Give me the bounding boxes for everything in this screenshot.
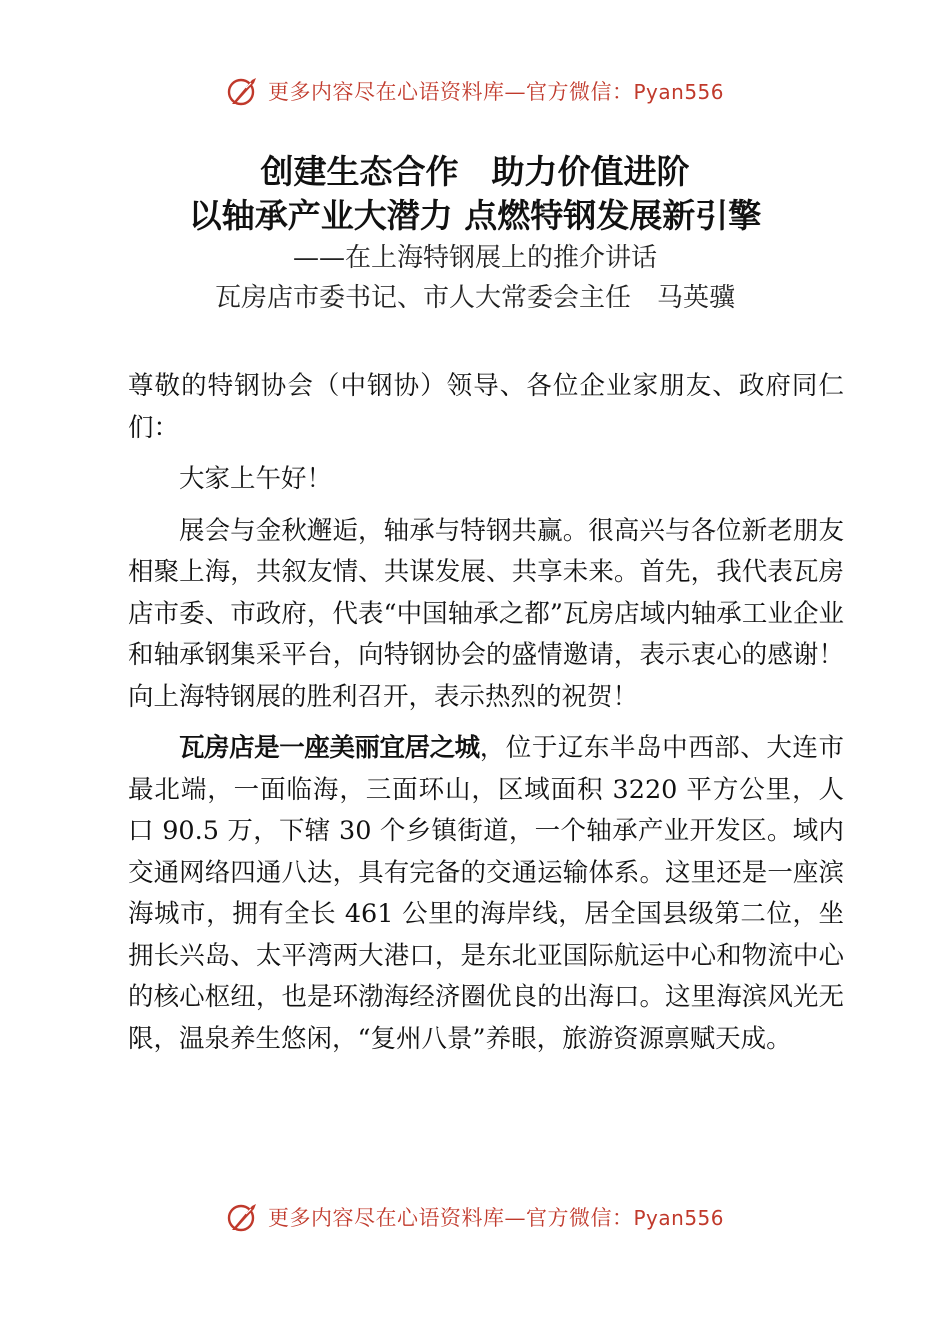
footer-watermark	[0, 1200, 950, 1234]
title-line-1: 创建生态合作 助力价值进阶	[260, 152, 690, 191]
salutation: 尊敬的特钢协会（中钢协）领导、各位企业家朋友、政府同仁们：	[128, 371, 844, 443]
document-body	[128, 366, 844, 1070]
watermark-text: 更多内容尽在心语资料库—官方微信：Pyan556	[267, 1206, 724, 1230]
greeting: 大家上午好！	[179, 464, 333, 494]
paragraph-1: 展会与金秋邂逅，轴承与特钢共赢。很高兴与各位新老朋友相聚上海，共叙友情、共谋发展、共享未来。首先，我代表瓦房店市委、市政府，代表“中国轴承之都”瓦房店域内轴承工业企业和轴承钢集采平台，向特钢协会的盛情邀请，表示衷心的感谢！向上海特钢展的胜利召开，表示热烈的祝贺！	[128, 515, 844, 712]
header-watermark	[0, 74, 950, 108]
watermark-id: Pyan556	[633, 80, 724, 104]
subtitle: ——在上海特钢展上的推介讲话	[292, 243, 657, 273]
author-line: 瓦房店市委书记、市人大常委会主任 马英骥	[214, 283, 735, 313]
paragraph-2-text: ，位于辽东半岛中西部、大连市最北端，一面临海，三面环山，区域面积 3220 平方公里，人口 90.5 万，下辖 30 个乡镇街道，一个轴承产业开发区。域内交通网络四通八达，具有完备的交通运输体系。这里还是一座滨海城市，拥有全长 461 公里的海岸线，居全国县级第二位，坐拥长兴岛、太平湾两大港口，是东北亚国际航运中心和物流中心的核心枢纽，也是环渤海经济圈优良的出海口。这里海滨风光无限，温泉养生悠闲，“复州八景”养眼，旅游资源禀赋天成。	[128, 733, 844, 1054]
paragraph-2	[128, 728, 844, 1060]
quill-pen-circle-icon	[226, 1200, 260, 1234]
document-title-block	[0, 150, 950, 318]
title-line-2: 以轴承产业大潜力 点燃特钢发展新引擎	[188, 196, 762, 235]
watermark-text: 更多内容尽在心语资料库—官方微信：Pyan556	[267, 80, 724, 104]
quill-pen-circle-icon	[226, 74, 260, 108]
watermark-id: Pyan556	[633, 1206, 724, 1230]
paragraph-2-lead: 瓦房店是一座美丽宜居之城	[179, 733, 480, 763]
